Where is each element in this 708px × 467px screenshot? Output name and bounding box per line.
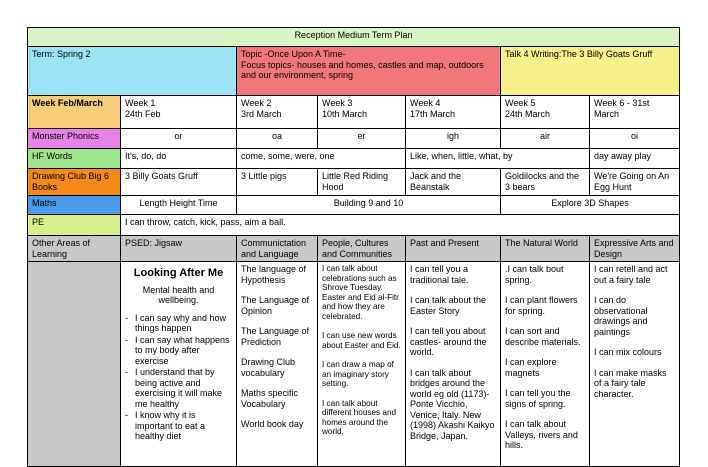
list-item: - I can say why and how things happen [125,313,232,334]
list-item: I can plant flowers for spring. [505,295,578,316]
list-item: I can talk about celebrations such as Shrove Tuesday. Easter and Eid al-Fitr and how they are celebrated. [322,264,399,321]
week-3-cell [318,96,406,129]
week-1-cell [121,96,237,129]
communication-content [237,262,318,467]
week-row [28,96,680,129]
week-1-date: 24th Feb [125,108,161,119]
phonics-week-6: oi [590,129,680,149]
week-1-label: Week 1 [125,98,156,108]
week-4-label: Week 4 [410,98,441,108]
week-4-date: 17th March [410,108,456,119]
talk4writing-cell: Talk 4 Writing:The 3 Billy Goats Gruff [501,47,680,96]
drawing-club-week-2: 3 Little pigs [237,169,318,196]
past-present-content [406,262,501,467]
pe-row [28,215,680,236]
expressive-arts-content [590,262,680,467]
psed-list [125,313,232,442]
other-areas-people-cultures: People, Cultures and Communities [318,236,406,262]
list-item: I can sort and describe materials. [505,326,581,347]
topic-line1: Topic -Once Upon A Time- [241,49,346,59]
hf-words-weeks-2-3: come, some, were, one [237,149,406,169]
list-item: Drawing Club vocabulary [241,357,296,378]
list-item: I can use new words about Easter and Eid. [322,331,401,350]
medium-term-plan-table [27,27,680,467]
topic-cell [237,47,501,96]
drawing-club-week-3: Little Red Riding Hood [318,169,406,196]
week-2-date: 3rd March [241,108,282,119]
drawing-club-week-4: Jack and the Beanstalk [406,169,501,196]
phonics-week-4: igh [406,129,501,149]
list-item: World book day [241,419,304,429]
list-item: I can make masks of a fairy tale character. [594,367,667,399]
phonics-week-2: oa [237,129,318,149]
phonics-week-1: or [121,129,237,149]
week-5-date: 24th March [505,108,551,119]
list-item: I can explore magnets [505,357,557,378]
hf-words-row [28,149,680,169]
list-item: I can tell you a traditional tale. [410,264,469,285]
list-item: I can mix colours [594,347,662,357]
list-item: I can tell you the signs of spring. [505,388,571,409]
title-row [28,28,680,47]
people-cultures-content [318,262,406,467]
maths-row [28,196,680,215]
list-item: I can draw a map of an imaginary story setting. [322,360,394,388]
list-item: .I can talk bout spring. [505,264,564,285]
topic-line2: Focus topics- houses and homes, castles and map, outdoors and our environment, spring [241,59,484,80]
learning-content-row [28,262,680,467]
list-item: - I can say what happens to my body after exercise [125,335,232,367]
list-item: The language of Hypothesis [241,264,307,285]
phonics-week-3: er [318,129,406,149]
list-item: Maths specific Vocabulary [241,388,299,409]
drawing-club-label: Drawing Club Big 6 Books [28,169,121,196]
other-areas-natural-world: The Natural World [501,236,590,262]
hf-words-week-1: It's, do, do [121,149,237,169]
maths-weeks-5-6: Explore 3D Shapes [501,196,680,215]
plan-title: Reception Medium Term Plan [28,28,680,47]
other-areas-psed: PSED: Jigsaw [121,236,237,262]
list-item: - I understand that by being active and exercising it will make me healthy [125,367,232,409]
other-areas-communication: Communictation and Language [237,236,318,262]
pe-text: I can throw, catch, kick, pass, aim a ball. [121,215,680,236]
other-areas-label: Other Areas of Learning [28,236,121,262]
list-item: The Language of Prediction [241,326,310,347]
hf-words-weeks-4-5: Like, when, little, what, by [406,149,590,169]
hf-words-label: HF Words [28,149,121,169]
week-2-cell [237,96,318,129]
list-item: The Language of Opinion [241,295,310,316]
blank-label-cell [28,262,121,467]
week-label: Week Feb/March [28,96,121,129]
pe-label: PE [28,215,121,236]
list-item: I can talk about bridges around the world eg old (1173)- Ponte Vicchio, Venice, Italy. New (1998) Akashi Kaikyo Bridge, Japan. [410,367,495,441]
hf-words-week-6: day away play [590,149,680,169]
phonics-label: Monster Phonics [28,129,121,149]
term-cell: Term: Spring 2 [28,47,237,96]
week-3-label: Week 3 [322,98,353,108]
week-5-label: Week 5 [505,98,536,108]
week-6-cell [590,96,680,129]
natural-world-content [501,262,590,467]
phonics-row [28,129,680,149]
phonics-week-5: air [501,129,590,149]
week-3-date: 10th March [322,108,368,119]
list-item: I can talk about Valleys, rivers and hills. [505,419,578,450]
maths-week-1: Length Height Time [121,196,237,215]
other-areas-row [28,236,680,262]
maths-label: Maths [28,196,121,215]
drawing-club-week-5: Goldilocks and the 3 bears [501,169,590,196]
drawing-club-row [28,169,680,196]
other-areas-past-present: Past and Present [406,236,501,262]
drawing-club-week-6: We're Going on An Egg Hunt [590,169,680,196]
week-6-label: Week 6 - 31st March [594,98,650,119]
psed-title: Looking After Me [133,267,224,279]
term-row [28,47,680,96]
other-areas-expressive-arts: Expressive Arts and Design [590,236,680,262]
list-item: I can talk about the Easter Story [410,295,487,316]
drawing-club-week-1: 3 Billy Goats Gruff [121,169,237,196]
list-item: I can talk about different houses and homes around the world. [322,398,397,436]
week-5-cell [501,96,590,129]
week-2-label: Week 2 [241,98,272,108]
week-4-cell [406,96,501,129]
psed-content [121,262,237,467]
list-item: - I know why it is important to eat a healthy diet [125,410,232,442]
maths-weeks-2-4: Building 9 and 10 [237,196,501,215]
list-item: I can do observational drawings and paintings [594,295,648,337]
psed-subtitle: Mental health and wellbeing. [142,284,215,305]
list-item: I can tell you about castles- around the world. [410,326,487,357]
list-item: I can retell and act out a fairy tale [594,264,668,285]
